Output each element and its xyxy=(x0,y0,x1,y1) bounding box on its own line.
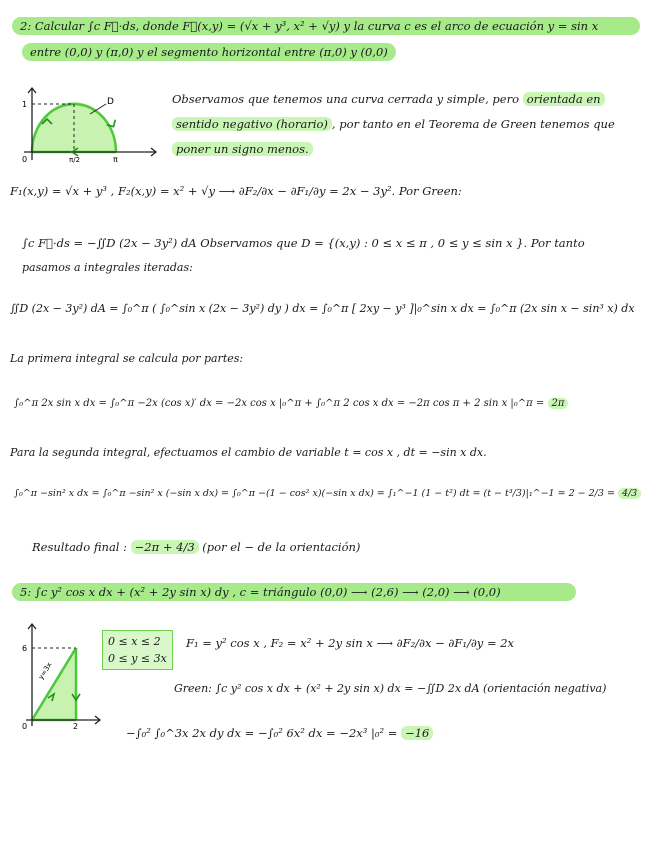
problem2-header-line2 xyxy=(22,43,396,61)
problem2-first-integral-text: La primera integral se calcula por partes: xyxy=(10,352,244,365)
final-note: (por el − de la orientación) xyxy=(202,540,361,554)
final-value: −2π + 4/3 xyxy=(131,540,199,554)
problem5-green-line: Green: ∫c y² cos x dx + (x² + 2y sin x) dx = −∬D 2x dA (orientación negativa) xyxy=(174,682,607,695)
problem5-graph-origin: 0 xyxy=(22,722,28,730)
problem2-second-integral-calc xyxy=(14,488,641,499)
problem5-bounds-x: 0 ≤ x ≤ 2 xyxy=(108,635,161,648)
problem2-graph-label-d: D xyxy=(107,97,114,107)
problem2-graph xyxy=(14,84,164,164)
problem2-green-line2: pasamos a integrales iteradas: xyxy=(22,261,193,274)
problem2-header-line1-text: 2: Calcular ∫c F⃗·ds, donde F⃗(x,y) = (√x + y³, x² + √y) y la curva c es el arco de ecuación y = sin x xyxy=(20,19,599,33)
problem5-result: −16 xyxy=(401,726,433,740)
problem2-observation-line2 xyxy=(172,117,615,131)
problem5-graph-ytick: 6 xyxy=(22,644,28,653)
problem2-iterated-line: ∬D (2x − 3y²) dA = ∫₀^π ( ∫₀^sin x (2x − 3y²) dy ) dx = ∫₀^π [ 2xy − y³ ]|₀^sin x dx = ∫₀^π (2x sin x − sin³ x) dx xyxy=(10,302,635,315)
observation-line3-hl: poner un signo menos. xyxy=(172,142,313,156)
problem5-graph-xtick: 2 xyxy=(73,722,79,730)
problem2-graph-xtick-mid: π/2 xyxy=(69,156,81,164)
problem2-graph-region xyxy=(32,102,116,152)
second-integral-calc-text: ∫₀^π −sin² x dx = ∫₀^π −sin² x (−sin x dx) = ∫₀^π −(1 − cos² x)(−sin x dx) = ∫₁^−1 (1 − t²) dt = (t − t³/3)|₁^−1 = 2 − 2/3 = xyxy=(14,488,615,499)
problem2-graph-xtick-end: π xyxy=(113,155,118,164)
problem5-fields-line: F₁ = y² cos x , F₂ = x² + 2y sin x ⟶ ∂F₂/∂x − ∂F₁/∂y = 2x xyxy=(186,636,515,650)
observation-line1-a: Observamos que tenemos una curva cerrada y simple, pero xyxy=(172,92,520,106)
observation-line1-hl: orientada en xyxy=(523,92,605,106)
observation-line2-b: , por tanto en el Teorema de Green tenemos que xyxy=(331,117,615,131)
problem2-header-line2-text: entre (0,0) y (π,0) y el segmento horizontal entre (π,0) y (0,0) xyxy=(30,45,388,59)
problem5-calc-line xyxy=(126,726,433,740)
problem5-calc-text: −∫₀² ∫₀^3x 2x dy dx = −∫₀² 6x² dx = −2x³ |₀² = xyxy=(126,726,398,740)
first-integral-calc-text: ∫₀^π 2x sin x dx = ∫₀^π −2x (cos x)′ dx = −2x cos x |₀^π + ∫₀^π 2 cos x dx = −2π cos π + 2 sin x |₀^π = xyxy=(14,398,545,409)
problem2-first-integral-calc xyxy=(14,398,568,409)
problem2-observation-line1 xyxy=(172,92,605,106)
problem2-final-result xyxy=(32,540,360,554)
problem5-bounds-y: 0 ≤ y ≤ 3x xyxy=(108,652,167,665)
problem2-green-line1: ∫c F⃗·ds = −∬D (2x − 3y²) dA Observamos que D = {(x,y) : 0 ≤ x ≤ π , 0 ≤ y ≤ sin x }. Por tanto xyxy=(22,236,585,250)
problem2-fields-line: F₁(x,y) = √x + y³ , F₂(x,y) = x² + √y ⟶ ∂F₂/∂x − ∂F₁/∂y = 2x − 3y². Por Green: xyxy=(10,184,462,198)
problem2-observation-line3 xyxy=(172,142,313,156)
problem2-second-integral-text: Para la segunda integral, efectuamos el cambio de variable t = cos x , dt = −sin x dx. xyxy=(10,446,487,459)
problem5-bounds-box xyxy=(102,630,173,670)
final-label: Resultado final : xyxy=(32,540,128,554)
problem2-graph-origin: 0 xyxy=(22,155,28,164)
problem5-header xyxy=(12,583,576,601)
observation-line2-hl: sentido negativo (horario) xyxy=(172,117,332,131)
problem2-header-line1 xyxy=(12,17,640,35)
problem5-graph xyxy=(16,620,106,730)
second-integral-result: 4/3 xyxy=(618,488,641,499)
first-integral-result: 2π xyxy=(548,398,569,409)
problem2-graph-ytick: 1 xyxy=(22,100,28,109)
problem5-header-text: 5: ∫c y² cos x dx + (x² + 2y sin x) dy , c = triángulo (0,0) ⟶ (2,6) ⟶ (2,0) ⟶ (0,0) xyxy=(20,585,501,599)
problem5-graph-line-label: y=3x xyxy=(36,661,54,682)
